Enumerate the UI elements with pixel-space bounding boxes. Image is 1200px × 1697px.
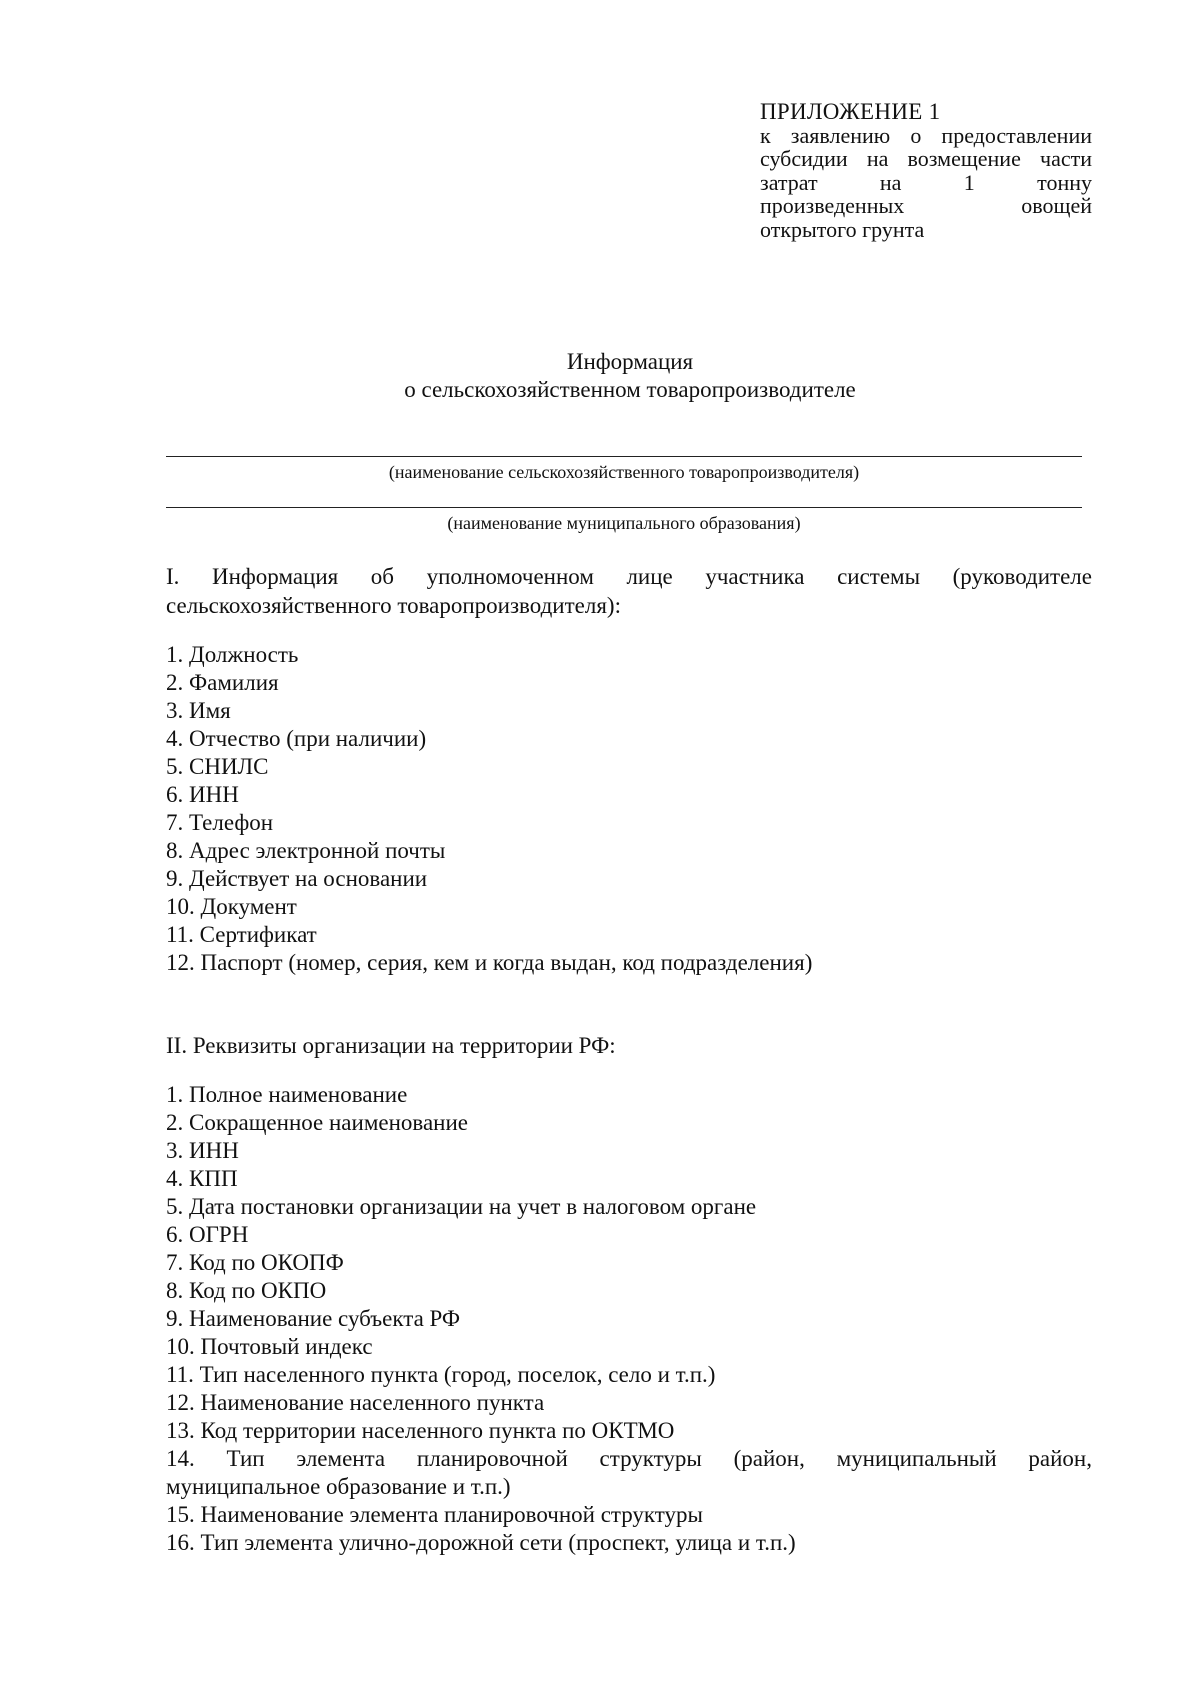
list-item: 8. Код по ОКПО: [166, 1278, 327, 1303]
list-item: 16. Тип элемента улично-дорожной сети (проспект, улица и т.п.): [166, 1530, 796, 1555]
municipality-name-line: [166, 507, 1082, 508]
producer-name-line: [166, 456, 1082, 457]
appendix-line: открытого грунта: [760, 216, 925, 242]
appendix-title: ПРИЛОЖЕНИЕ 1: [760, 99, 941, 124]
list-item: 6. ОГРН: [166, 1222, 249, 1247]
list-item: 8. Адрес электронной почты: [166, 838, 446, 863]
section-1-list: [166, 641, 1092, 977]
list-item: 6. ИНН: [166, 782, 239, 807]
list-item: 3. ИНН: [166, 1138, 239, 1163]
municipality-name-caption: (наименование муниципального образования): [447, 513, 801, 533]
list-item: 1. Должность: [166, 642, 299, 667]
list-item: 5. СНИЛС: [166, 754, 269, 779]
list-item: 11. Сертификат: [166, 922, 317, 947]
list-item: 11. Тип населенного пункта (город, поселок, село и т.п.): [166, 1362, 716, 1387]
list-item: 5. Дата постановки организации на учет в налоговом органе: [166, 1194, 757, 1219]
list-item-line: муниципальное образование и т.п.): [166, 1474, 511, 1499]
section-1-heading-line: I. Информация об уполномоченном лице участника системы (руководителе: [166, 564, 1092, 589]
list-item: 12. Паспорт (номер, серия, кем и когда выдан, код подразделения): [166, 950, 813, 975]
appendix-block: [760, 100, 1092, 241]
list-item: 7. Код по ОКОПФ: [166, 1250, 344, 1275]
list-item: 2. Сокращенное наименование: [166, 1110, 468, 1135]
list-item: 9. Действует на основании: [166, 866, 428, 891]
producer-name-caption: (наименование сельскохозяйственного товаропроизводителя): [388, 462, 860, 482]
section-1-heading-line: сельскохозяйственного товаропроизводителя):: [166, 593, 621, 618]
document-title: Информация: [566, 349, 694, 374]
list-item: 3. Имя: [166, 698, 231, 723]
list-item-line: 14. Тип элемента планировочной структуры (район, муниципальный район,: [166, 1446, 1092, 1471]
list-item: [166, 1445, 1092, 1501]
section-2-list: [166, 1081, 1092, 1557]
section-2-heading: II. Реквизиты организации на территории РФ:: [166, 1033, 616, 1058]
list-item: 2. Фамилия: [166, 670, 279, 695]
section-1-heading: [166, 562, 1092, 620]
list-item: 10. Документ: [166, 894, 297, 919]
list-item: 1. Полное наименование: [166, 1082, 408, 1107]
list-item: 10. Почтовый индекс: [166, 1334, 373, 1359]
appendix-line: произведенных овощей: [760, 193, 1092, 218]
appendix-line: субсидии на возмещение части: [760, 146, 1092, 171]
list-item: 15. Наименование элемента планировочной структуры: [166, 1502, 704, 1527]
list-item: 7. Телефон: [166, 810, 274, 835]
document-subtitle: о сельскохозяйственном товаропроизводителе: [404, 377, 856, 402]
list-item: 12. Наименование населенного пункта: [166, 1390, 545, 1415]
list-item: 4. Отчество (при наличии): [166, 726, 427, 751]
appendix-line: к заявлению о предоставлении: [760, 122, 1092, 148]
list-item: 4. КПП: [166, 1166, 238, 1191]
list-item: 9. Наименование субъекта РФ: [166, 1306, 461, 1331]
appendix-line: затрат на 1 тонну: [760, 169, 1092, 195]
list-item: 13. Код территории населенного пункта по ОКТМО: [166, 1418, 675, 1443]
